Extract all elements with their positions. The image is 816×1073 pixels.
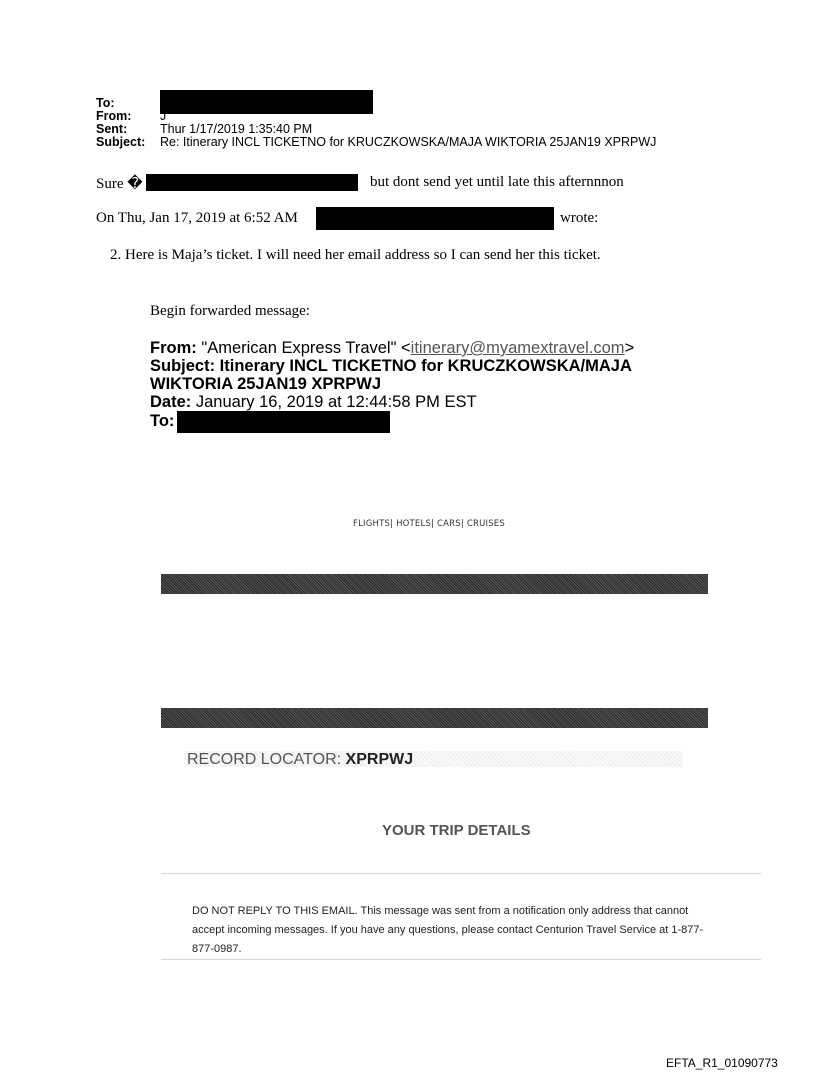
forward-from-close: > bbox=[624, 339, 635, 357]
from-label: From: bbox=[96, 109, 132, 123]
reply-sure: Sure � bbox=[96, 176, 143, 192]
forward-subject-cont: WIKTORIA 25JAN19 XPRPWJ bbox=[150, 375, 382, 393]
sent-value: Thur 1/17/2019 1:35:40 PM bbox=[160, 122, 313, 136]
no-reply-notice: DO NOT REPLY TO THIS EMAIL. This message was sent from a notification only address that cannot accept incoming messages. If you have any questions, please contact Centurion Travel Service at 1-877-877-0987. bbox=[192, 905, 704, 955]
reply-wrote: wrote: bbox=[560, 210, 599, 226]
forward-intro: Begin forwarded message: bbox=[150, 303, 310, 319]
divider-top bbox=[161, 873, 761, 874]
forward-from-name: "American Express Travel" < bbox=[201, 339, 411, 357]
forward-date-value: January 16, 2019 at 12:44:58 PM EST bbox=[191, 393, 477, 411]
forward-date-label: Date: bbox=[150, 393, 192, 411]
forward-date bbox=[150, 393, 477, 411]
travel-nav[interactable]: FLIGHTS| HOTELS| CARS| CRUISES bbox=[353, 519, 505, 529]
reply-item: 2. Here is Maja’s ticket. I will need her email address so I can send her this ticket. bbox=[110, 247, 601, 263]
to-label: To: bbox=[96, 96, 115, 110]
forward-from bbox=[150, 339, 634, 357]
forward-subject-label: Subject: Itinerary INCL TICKETNO for KRUCZKOWSKA/MAJA bbox=[150, 357, 632, 375]
redaction-sure bbox=[146, 174, 358, 191]
document-id: EFTA_R1_01090773 bbox=[666, 1056, 778, 1070]
record-locator-label: RECORD LOCATOR: bbox=[187, 751, 346, 768]
forward-subject-line1 bbox=[150, 357, 632, 375]
redaction-sender bbox=[316, 207, 554, 230]
record-locator-code: XPRPWJ bbox=[345, 751, 414, 768]
from-value: J bbox=[160, 109, 167, 123]
subject-value: Re: Itinerary INCL TICKETNO for KRUCZKOWSKA/MAJA WIKTORIA 25JAN19 XPRPWJ bbox=[160, 135, 657, 149]
redaction-forward-to bbox=[177, 411, 390, 433]
record-locator bbox=[187, 751, 413, 769]
forward-to-label: To: bbox=[150, 412, 175, 430]
forward-from-email[interactable]: itinerary@myamextravel.com bbox=[410, 339, 625, 357]
forward-to bbox=[150, 412, 174, 430]
forward-subject-line2 bbox=[150, 375, 381, 393]
reply-on-thu: On Thu, Jan 17, 2019 at 6:52 AM bbox=[96, 210, 298, 226]
reply-sure-rest: but dont send yet until late this afternnnon bbox=[370, 174, 624, 190]
subject-label: Subject: bbox=[96, 135, 146, 149]
divider-bottom bbox=[161, 959, 761, 960]
sent-label: Sent: bbox=[96, 122, 128, 136]
trip-details-heading: YOUR TRIP DETAILS bbox=[382, 822, 531, 839]
forward-from-label: From: bbox=[150, 339, 197, 357]
redaction-to bbox=[160, 90, 373, 114]
banner-band-bottom bbox=[161, 708, 708, 728]
subject-row bbox=[96, 136, 656, 149]
banner-band-top bbox=[161, 574, 708, 594]
